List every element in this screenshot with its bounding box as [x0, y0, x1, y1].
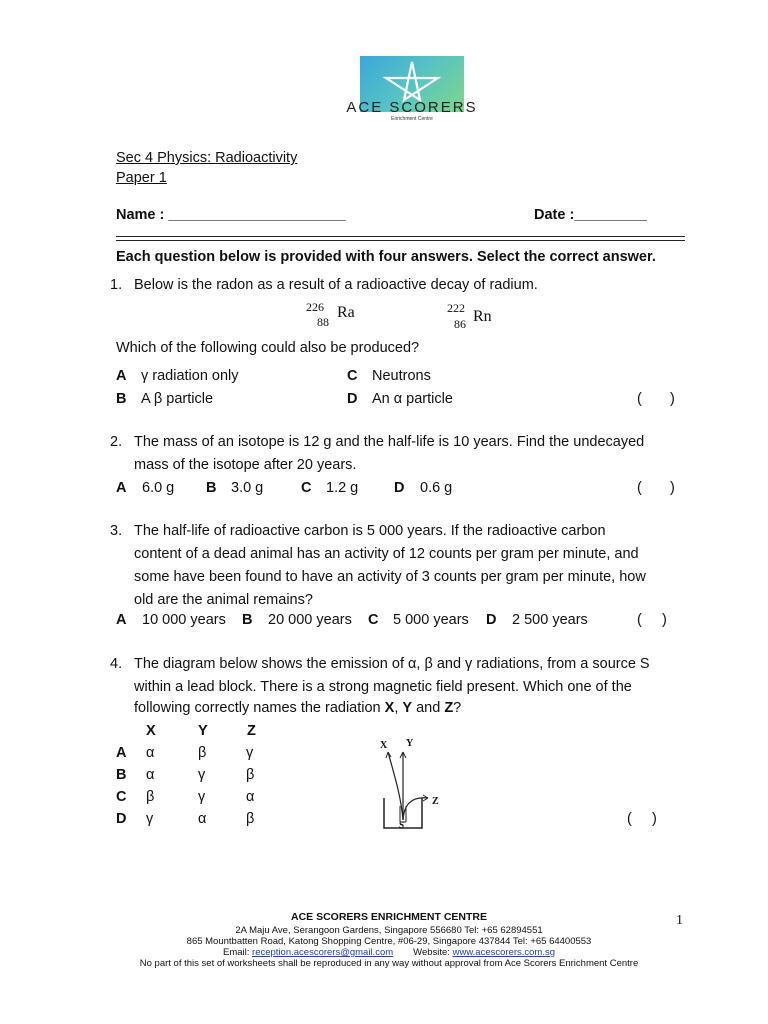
q4-row-b-x: α [146, 767, 155, 783]
website-label: Website: [413, 947, 453, 958]
q3-option-d-letter: D [486, 612, 497, 628]
paper-label: Paper 1 [116, 170, 167, 186]
q1-option-c-letter: C [347, 368, 358, 384]
q2-number: 2. [110, 434, 123, 450]
q4-number: 4. [110, 656, 123, 672]
q3-option-a-letter: A [116, 612, 127, 628]
diagram-label-x: X [380, 740, 388, 751]
q4-text-line2: within a lead block. There is a strong magnetic field present. Which one of the [134, 679, 632, 695]
decay-equation [306, 300, 502, 334]
q4-row-b-z: β [246, 767, 255, 783]
q2-option-d-letter: D [394, 480, 405, 496]
q3-option-b-text: 20 000 years [268, 612, 352, 628]
q4-row-a-y: β [198, 745, 207, 761]
q2-answer-bracket: ( ) [637, 480, 675, 496]
q4-row-a-x: α [146, 745, 155, 761]
q1-answer-bracket: ( ) [637, 391, 675, 407]
q4-line3-text: following correctly names the radiation [134, 700, 385, 716]
q4-row-d-letter: D [116, 811, 127, 827]
q3-option-a-text: 10 000 years [142, 612, 226, 628]
email-label: Email: [222, 947, 253, 958]
rn-mass-number: 222 [447, 301, 465, 315]
logo-subtitle: Enrichment Centre [391, 116, 433, 122]
logo [346, 56, 478, 128]
website-link[interactable]: www.acescorers.com.sg [452, 947, 556, 958]
q4-row-d-z: β [246, 811, 255, 827]
footer-contact [100, 947, 678, 959]
footer-address-1: 2A Maju Ave, Serangoon Gardens, Singapore 556680 Tel: +65 62894551 [235, 925, 543, 936]
q3-text-line4: old are the animal remains? [134, 592, 313, 608]
q1-option-d-text: An α particle [372, 391, 453, 407]
q2-option-c-letter: C [301, 480, 312, 496]
ra-symbol: Ra [337, 304, 355, 321]
diagram-label-y: Y [406, 738, 414, 749]
diagram-label-z: Z [432, 796, 439, 807]
q4-text-line3 [134, 697, 461, 720]
q4-row-b-letter: B [116, 767, 127, 783]
q2-text-line2: mass of the isotope after 20 years. [134, 457, 357, 473]
name-field: Name : ______________________ [116, 207, 346, 223]
q4-z-label: Z [444, 700, 454, 716]
q1-option-b-text: A β particle [141, 391, 214, 407]
q2-option-d-text: 0.6 g [420, 480, 453, 496]
q1-option-a-text: γ radiation only [141, 368, 239, 384]
q3-option-c-letter: C [368, 612, 379, 628]
q1-option-d-letter: D [347, 391, 358, 407]
q3-text-line1: The half-life of radioactive carbon is 5 000 years. If the radioactive carbon [134, 523, 606, 539]
q4-row-a-letter: A [116, 745, 127, 761]
q2-option-b-letter: B [206, 480, 217, 496]
q1-option-b-letter: B [116, 391, 127, 407]
date-field: Date :_________ [534, 207, 647, 223]
q2-option-a-text: 6.0 g [142, 480, 175, 496]
diagram-label-s: S [399, 820, 405, 830]
q4-text-line1: The diagram below shows the emission of α, β and γ radiations, from a source S [134, 656, 650, 672]
q4-and: and [412, 700, 445, 716]
q4-row-d-y: α [198, 811, 207, 827]
divider-bottom [116, 240, 685, 241]
q4-row-c-letter: C [116, 789, 127, 805]
page-number: 1 [676, 913, 683, 928]
q3-option-d-text: 2 500 years [512, 612, 588, 628]
rn-symbol: Rn [473, 308, 492, 325]
q2-option-b-text: 3.0 g [231, 480, 264, 496]
q2-option-a-letter: A [116, 480, 127, 496]
ra-atomic-number: 88 [317, 315, 329, 329]
footer-org-name: ACE SCORERS ENRICHMENT CENTRE [290, 911, 487, 923]
q4-x-label: X [384, 700, 395, 716]
q4-column-z: Z [247, 723, 256, 739]
logo-name: ACE SCORERS [346, 99, 478, 116]
ra-mass-number: 226 [306, 300, 324, 314]
q1-number: 1. [110, 277, 123, 293]
q4-column-y: Y [198, 723, 208, 739]
footer-address-2: 865 Mountbatten Road, Katong Shopping Centre, #06-29, Singapore 437844 Tel: +65 64400553 [186, 936, 592, 947]
q4-comma: , [394, 700, 403, 716]
q3-text-line2: content of a dead animal has an activity of 12 counts per gram per minute, and [134, 546, 639, 562]
q1-text: Below is the radon as a result of a radioactive decay of radium. [134, 277, 538, 293]
q4-row-b-y: γ [198, 767, 206, 783]
divider-top [116, 236, 685, 237]
instruction: Each question below is provided with four answers. Select the correct answer. [116, 249, 656, 265]
radiation-diagram-drawing [346, 736, 450, 834]
q2-text-line1: The mass of an isotope is 12 g and the half-life is 10 years. Find the undecayed [134, 434, 645, 450]
radiation-diagram [346, 736, 450, 834]
q4-column-x: X [146, 723, 156, 739]
q3-option-b-letter: B [242, 612, 253, 628]
q4-answer-bracket: ( ) [627, 811, 657, 827]
q3-number: 3. [110, 523, 123, 539]
q3-option-c-text: 5 000 years [393, 612, 469, 628]
q3-text-line3: some have been found to have an activity of 3 counts per gram per minute, how [134, 569, 646, 585]
q4-row-d-x: γ [146, 811, 154, 827]
q3-answer-bracket: ( ) [637, 612, 667, 628]
q4-row-c-z: α [246, 789, 255, 805]
worksheet-title: Sec 4 Physics: Radioactivity [116, 150, 298, 166]
q4-row-a-z: γ [246, 745, 254, 761]
q4-y-label: Y [402, 700, 413, 716]
q4-row-c-y: γ [198, 789, 206, 805]
q4-question-mark: ? [453, 700, 462, 716]
q1-question: Which of the following could also be produced? [116, 340, 420, 356]
rn-atomic-number: 86 [454, 317, 466, 331]
q4-row-c-x: β [146, 789, 155, 805]
q2-option-c-text: 1.2 g [326, 480, 359, 496]
footer-notice: No part of this set of worksheets shall be reproduced in any way without approval from Ace Scorers Enrichment Centre [139, 958, 639, 969]
q1-option-a-letter: A [116, 368, 127, 384]
q1-option-c-text: Neutrons [372, 368, 431, 384]
email-link[interactable]: reception.acescorers@gmail.com [252, 947, 394, 958]
